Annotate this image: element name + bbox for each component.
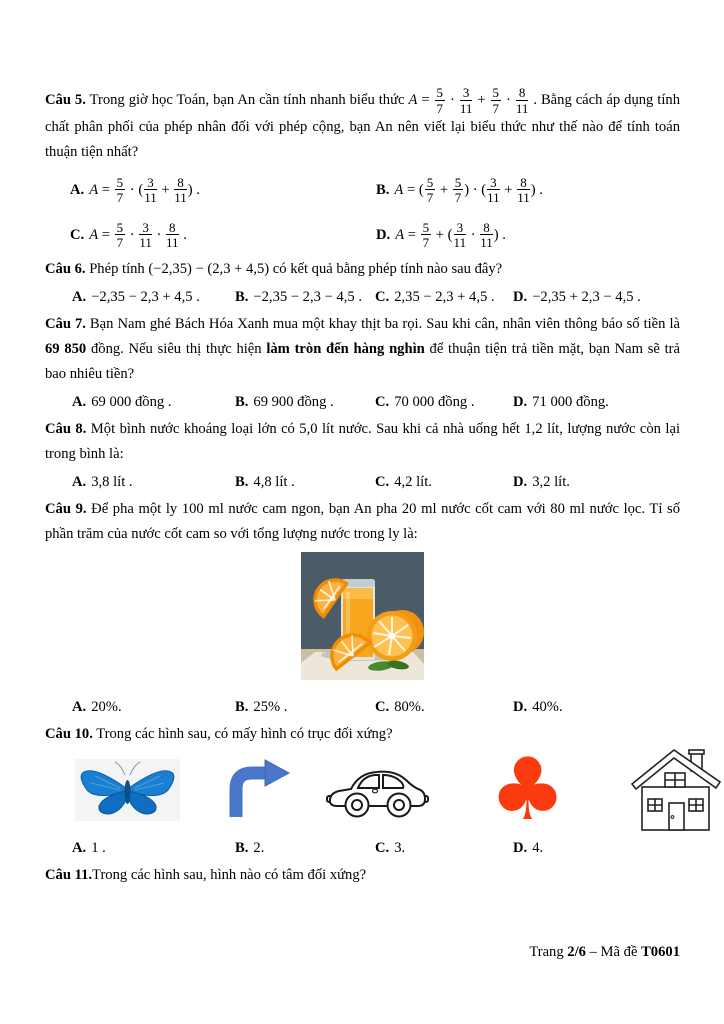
option-text: 25% . [253, 699, 288, 716]
question-6-options [45, 284, 680, 310]
question-8-option-a [72, 469, 235, 495]
question-7-option-b [235, 389, 375, 415]
question-7-option-c [375, 389, 513, 415]
option-letter: C. [375, 474, 390, 491]
option-formula: A = $\frac{5}{7}$ · $\frac{3}{11}$ · $\frac{8}{11}$ . [89, 219, 187, 251]
option-text: 70 000 đồng . [394, 394, 475, 411]
question-8-option-c [375, 469, 513, 495]
option-text: 80%. [394, 699, 425, 716]
option-letter: A. [72, 394, 87, 411]
option-text: −2,35 − 2,3 + 4,5 . [91, 289, 200, 306]
question-8-option-d [513, 469, 680, 495]
option-letter: B. [235, 474, 249, 491]
question-9-figure [45, 552, 680, 680]
question-7-option-d [513, 389, 680, 415]
option-letter: C. [70, 226, 85, 243]
option-letter: B. [376, 181, 390, 198]
fraction: $\frac{5}{7}$ [436, 85, 444, 116]
fraction: $\frac{8}{11}$ [480, 219, 493, 251]
option-text: 4,2 lít. [394, 474, 432, 491]
option-letter: C. [375, 840, 390, 857]
option-formula: A = ( $\frac{5}{7}$ + $\frac{5}{7}$ ) · ( $\frac{3}{11}$ + $\frac{8}{11}$ ) . [394, 174, 543, 206]
fraction: $\frac{3}{11}$ [139, 219, 152, 251]
question-9-text: Câu 9. Để pha một ly 100 ml nước cam ngon, bạn An pha 20 ml nước cốt cam với 80 ml nước lọc. Tỉ số phần trăm của nước cốt cam so với tổng lượng nước trong ly là: [45, 501, 680, 543]
option-formula: A = $\frac{5}{7}$ + ( $\frac{3}{11}$ · $\frac{8}{11}$ ) . [395, 219, 506, 251]
question-5-options [45, 172, 680, 253]
fraction: $\frac{8}{11}$ [515, 85, 529, 116]
option-letter: B. [235, 394, 249, 411]
question-10-option-a [72, 835, 235, 861]
footer-exam-code: T0601 [641, 944, 680, 960]
fraction: $\frac{3}{11}$ [144, 174, 157, 206]
question-9-options [45, 694, 680, 720]
option-letter: D. [513, 394, 528, 411]
question-7-option-a [72, 389, 235, 415]
option-text: 69 000 đồng . [91, 394, 172, 411]
option-letter: D. [513, 474, 528, 491]
option-text: 1 . [91, 840, 106, 857]
question-6-option-d [513, 284, 680, 310]
question-10-text: Câu 10. Trong các hình sau, có mấy hình có trục đối xứng? [45, 726, 393, 743]
option-letter: D. [513, 840, 528, 857]
question-5-option-d [376, 217, 680, 253]
option-letter: A. [70, 181, 85, 198]
orange-juice-photo [301, 552, 424, 680]
fraction: $\frac{3}{11}$ [459, 85, 473, 116]
option-text: −2,35 − 2,3 − 4,5 . [253, 289, 362, 306]
question-7-text: Câu 7. Bạn Nam ghé Bách Hóa Xanh mua một khay thịt ba rọi. Sau khi cân, nhân viên thông báo số tiền là 69 850 đồng. Nếu siêu thị thực hiện làm tròn đến hàng nghìn để thuận tiện trả tiền mặt, bạn Nam sẽ trả bao nhiêu tiền? [45, 316, 681, 383]
option-letter: A. [72, 699, 87, 716]
question-9-option-b [235, 694, 375, 720]
option-text: 20%. [91, 699, 122, 716]
option-letter: B. [235, 699, 249, 716]
fraction: $\frac{5}{7}$ [116, 174, 124, 206]
question-9-option-a [72, 694, 235, 720]
fraction: $\frac{3}{11}$ [487, 174, 500, 206]
question-5-option-a [70, 172, 376, 208]
question-10-option-b [235, 835, 375, 861]
question-6-text: Câu 6. Phép tính (−2,35) − (2,3 + 4,5) có kết quả bằng phép tính nào sau đây? [45, 261, 503, 278]
question-9-option-c [375, 694, 513, 720]
fraction: $\frac{8}{11}$ [166, 219, 179, 251]
question-6-option-b [235, 284, 375, 310]
question-10-options [45, 835, 680, 861]
option-letter: D. [513, 289, 528, 306]
fraction: $\frac{8}{11}$ [517, 174, 530, 206]
question-8-option-b [235, 469, 375, 495]
option-letter: B. [235, 840, 249, 857]
footer-separator: – Mã đề [585, 944, 642, 960]
option-text: 3. [394, 840, 406, 857]
question-10-option-d [513, 835, 680, 861]
question-6-option-a [72, 284, 235, 310]
page-footer [529, 942, 680, 962]
option-letter: C. [375, 289, 390, 306]
fraction: $\frac{5}{7}$ [422, 219, 430, 251]
option-text: 4,8 lít . [253, 474, 295, 491]
club-suit-icon: ♣ [489, 740, 567, 841]
turn-right-arrow-icon [222, 759, 294, 821]
option-text: 3,8 lít . [91, 474, 133, 491]
question-9-option-d [513, 694, 680, 720]
option-text: 4. [532, 840, 544, 857]
question-11-text: Câu 11.Trong các hình sau, hình nào có tâm đối xứng? [45, 867, 367, 884]
option-letter: C. [375, 394, 390, 411]
option-letter: A. [72, 289, 87, 306]
option-letter: D. [513, 699, 528, 716]
question-5-option-c [70, 217, 376, 253]
turn-right-arrow-figure [222, 759, 294, 821]
option-letter: A. [72, 840, 87, 857]
option-text: 2,35 − 2,3 + 4,5 . [394, 289, 495, 306]
club-suit-figure [489, 740, 567, 841]
fraction: $\frac{5}{7}$ [454, 174, 462, 206]
fraction: $\frac{3}{11}$ [453, 219, 467, 251]
option-text: −2,35 + 2,3 − 4,5 . [532, 289, 641, 306]
option-text: 69 900 đồng . [253, 394, 334, 411]
question-7-options [45, 389, 680, 415]
fraction: $\frac{8}{11}$ [174, 174, 187, 206]
option-text: 3,2 lít. [532, 474, 570, 491]
footer-page-number: 2/6 [567, 944, 586, 960]
fraction: $\frac{5}{7}$ [492, 85, 500, 116]
question-5-option-b [376, 172, 680, 208]
fraction: $\frac{5}{7}$ [426, 174, 434, 206]
option-text: 40%. [532, 699, 563, 716]
option-letter: A. [72, 474, 87, 491]
option-text: 71 000 đồng. [532, 394, 609, 411]
butterfly-figure [75, 759, 180, 821]
option-letter: D. [376, 226, 391, 243]
car-figure [325, 759, 430, 821]
question-5-text: Câu 5. Trong giờ học Toán, bạn An cần tính nhanh biểu thức A = $\frac{5}{7}$ · $\frac{3}{11}$ + $\frac{5}{7}$ · $\frac{8}{11}$ . Bằng cách áp dụng tính chất phân phối của phép nhân đối với phép cộng, bạn An nên viết lại biểu thức như thế nào để tính toán thuận tiện nhất? [45, 85, 681, 161]
option-letter: C. [375, 699, 390, 716]
option-formula: A = $\frac{5}{7}$ · ( $\frac{3}{11}$ + $\frac{8}{11}$ ) . [89, 174, 200, 206]
car-icon [325, 759, 430, 821]
question-8-options [45, 469, 680, 495]
option-text: 2. [253, 840, 265, 857]
fraction: $\frac{5}{7}$ [116, 219, 124, 251]
footer-prefix: Trang [529, 944, 568, 960]
house-figure [629, 747, 723, 833]
house-icon [629, 747, 723, 833]
question-10-figures [45, 740, 680, 841]
option-letter: B. [235, 289, 249, 306]
question-10-option-c [375, 835, 513, 861]
butterfly-icon [75, 759, 180, 821]
question-6-option-c [375, 284, 513, 310]
question-8-text: Câu 8. Một bình nước khoáng loại lớn có 5,0 lít nước. Sau khi cả nhà uống hết 1,2 lít, lượng nước còn lại trong bình là: [45, 421, 681, 463]
